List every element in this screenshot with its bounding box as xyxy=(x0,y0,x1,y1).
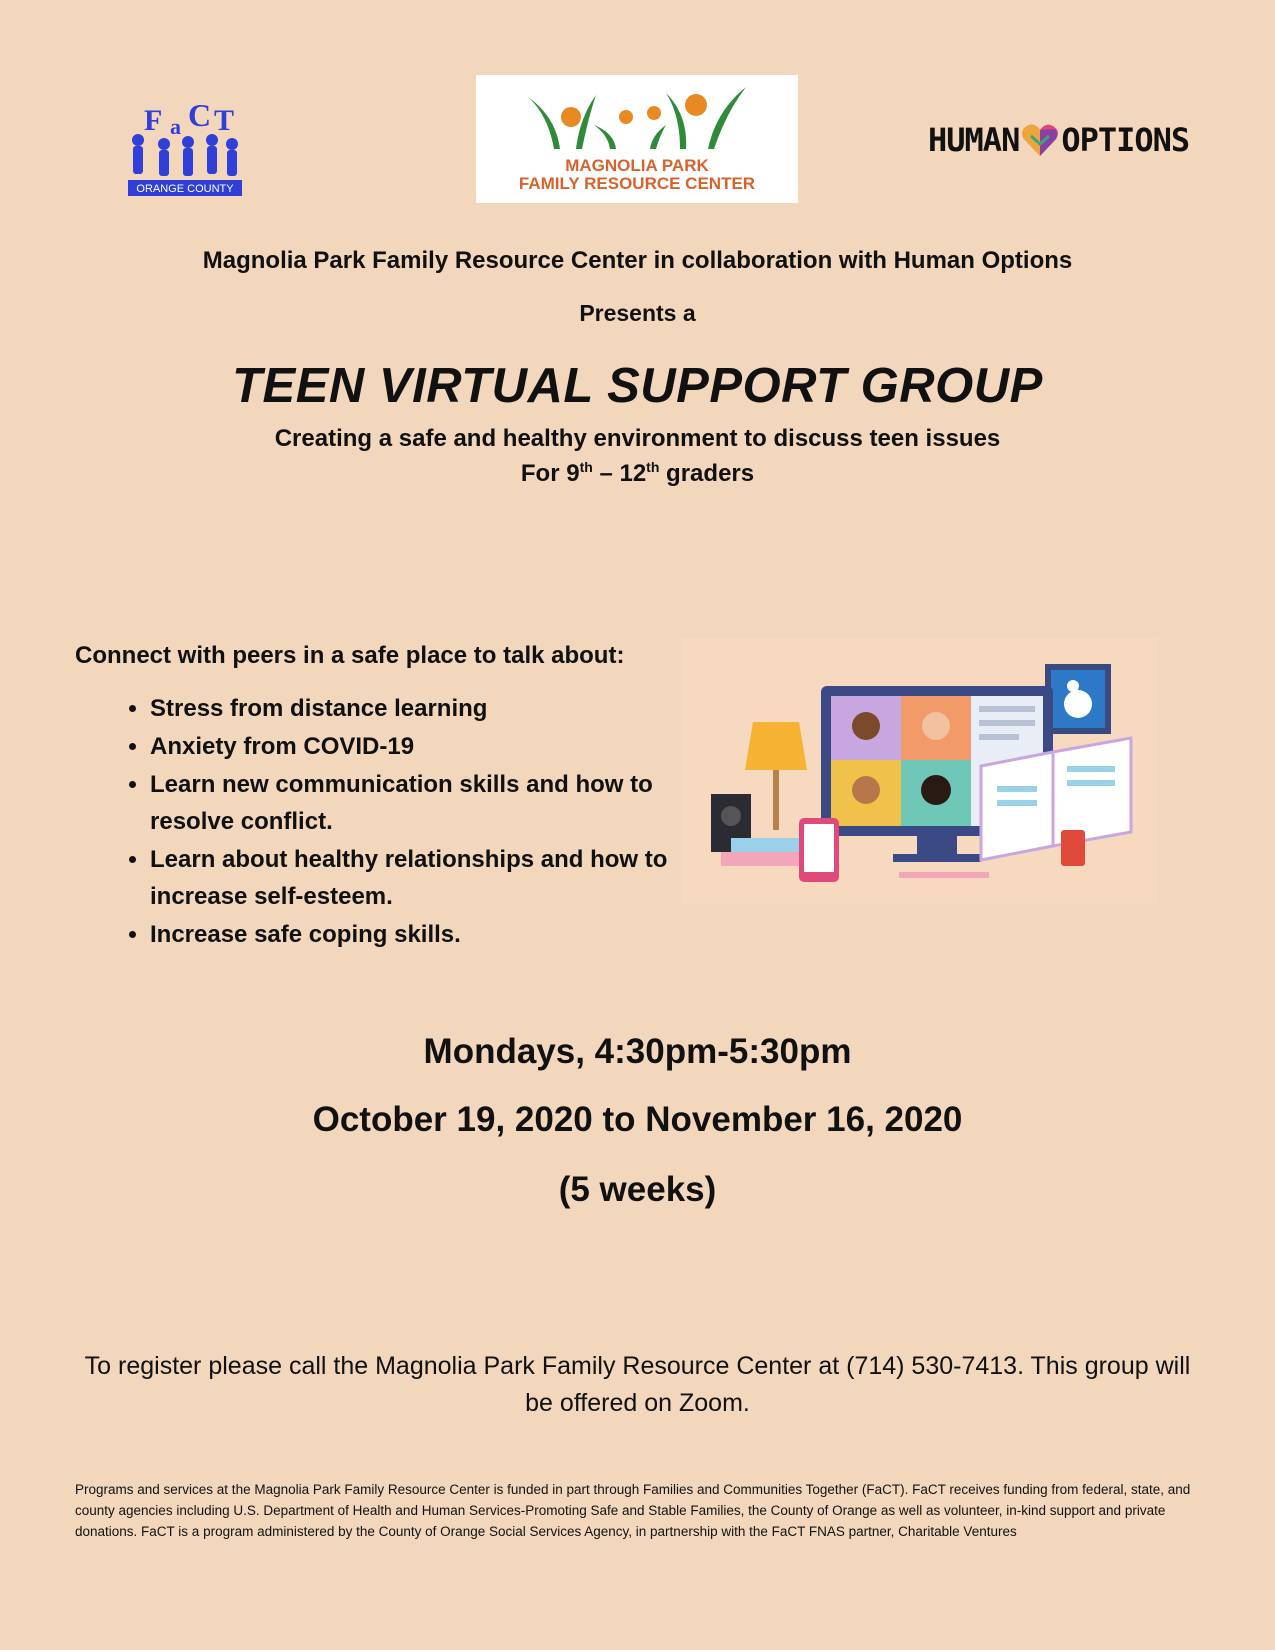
svg-text:a: a xyxy=(170,114,181,139)
human-options-right: OPTIONS xyxy=(1061,121,1190,159)
magnolia-logo-line2: FAMILY RESOURCE CENTER xyxy=(518,174,756,193)
meeting-duration: (5 weeks) xyxy=(558,1170,717,1209)
list-item: • Stress from distance learning xyxy=(150,690,710,727)
registration-info: To register please call the Magnolia Park Family Resource Center at (714) 530-7413. This group will be offered on Zoom. xyxy=(84,1352,1191,1417)
human-options-logo xyxy=(928,118,1198,162)
presents-line: Presents a xyxy=(579,300,696,326)
human-options-left: HUMAN xyxy=(928,121,1020,159)
grade-mid: – 12 xyxy=(592,460,647,487)
meeting-dates: October 19, 2020 to November 16, 2020 xyxy=(312,1100,963,1139)
collaboration-line: Magnolia Park Family Resource Center in collaboration with Human Options xyxy=(202,247,1073,274)
funding-footer: Programs and services at the Magnolia Park Family Resource Center is funded in part through Families and Communities Together (FaCT). FaCT receives funding from federal, state, and county agencies including U.S. Department of Health and Human Services-Promoting Safe and Stable Families, the County of Orange as well as volunteer, in-kind support and private donations. FaCT is a program administered by the County of Orange Social Services Agency, in partnership with the FaCT FNAS partner, Charitable Ventures xyxy=(75,1482,1191,1539)
grade-range xyxy=(0,460,1275,488)
list-item: • Increase safe coping skills. xyxy=(150,916,710,953)
svg-text:F: F xyxy=(144,104,163,137)
magnolia-park-logo xyxy=(476,75,798,203)
virtual-meeting-illustration xyxy=(681,638,1157,904)
page-title: TEEN VIRTUAL SUPPORT GROUP xyxy=(232,359,1043,413)
topics-list xyxy=(110,690,710,954)
meeting-time: Mondays, 4:30pm-5:30pm xyxy=(423,1032,852,1071)
heart-icon xyxy=(1021,122,1059,158)
subtitle: Creating a safe and healthy environment to discuss teen issues xyxy=(274,425,1001,452)
fact-logo xyxy=(126,100,244,198)
magnolia-logo-line1: MAGNOLIA PARK xyxy=(565,156,709,175)
connect-heading: Connect with peers in a safe place to talk about: xyxy=(75,642,625,669)
svg-text:C: C xyxy=(188,100,212,133)
list-item: • Anxiety from COVID-19 xyxy=(150,728,710,765)
grade-suffix: graders xyxy=(659,460,755,487)
grade-sup-2: th xyxy=(646,459,660,475)
fact-county-label: ORANGE COUNTY xyxy=(136,183,234,195)
list-item: • Learn new communication skills and how to resolve conflict. xyxy=(150,766,710,840)
grade-prefix: For 9 xyxy=(520,460,580,487)
svg-text:T: T xyxy=(214,104,235,137)
list-item: • Learn about healthy relationships and how to increase self-esteem. xyxy=(150,841,710,915)
grade-sup-1: th xyxy=(579,459,593,475)
